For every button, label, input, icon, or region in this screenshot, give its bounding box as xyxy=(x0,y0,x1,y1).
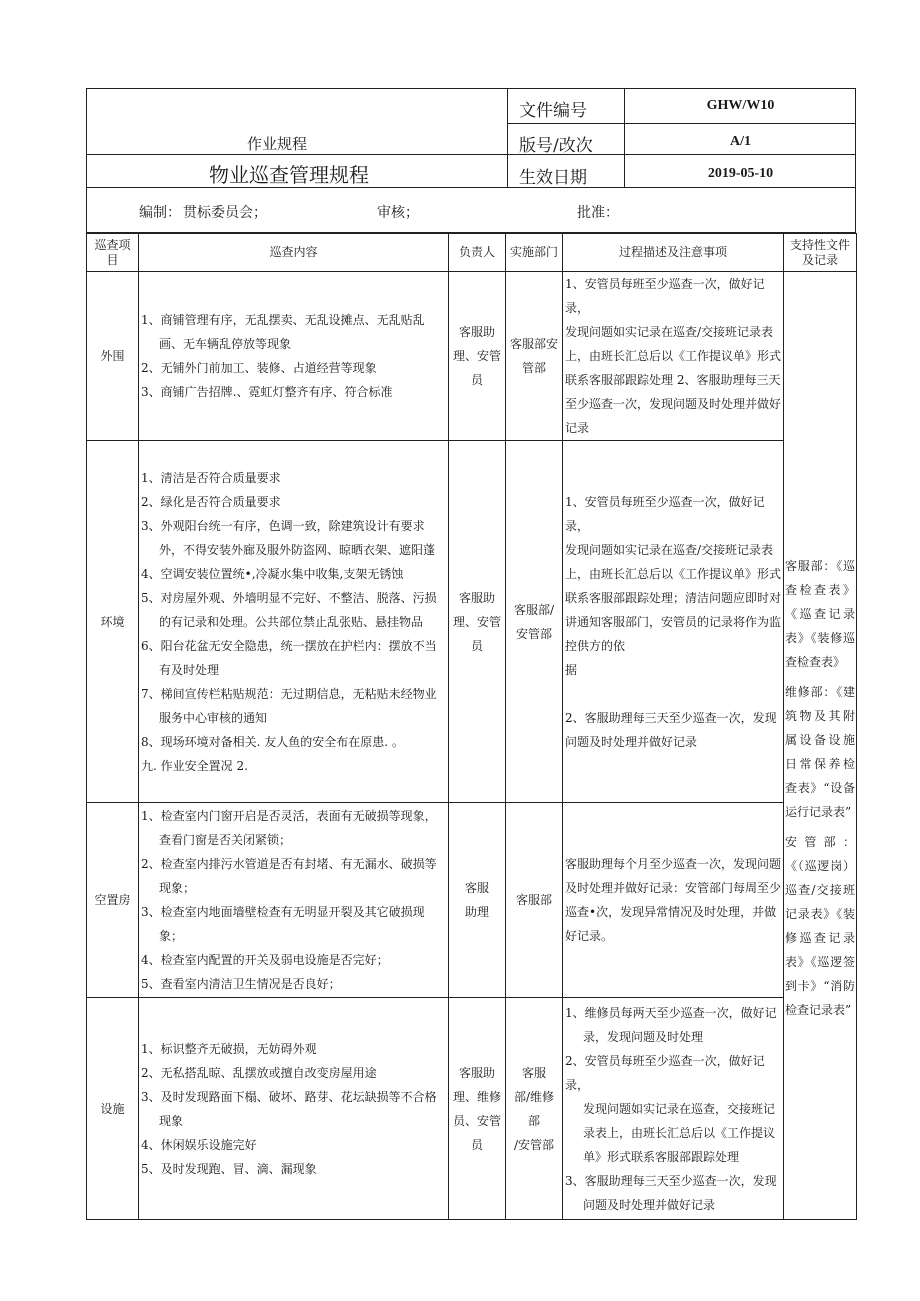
header-rule xyxy=(507,123,856,124)
dept-line: 部/维修 xyxy=(513,1089,555,1104)
content-line: 7、梯间宣传栏粘贴规范：无过期信息，无粘贴未经物业 xyxy=(141,686,437,701)
owner-line: 员 xyxy=(470,638,483,653)
dept-line: 客服 xyxy=(521,1065,546,1080)
process-line: 录表上，由班长汇总后以《工作提议 xyxy=(583,1125,776,1140)
content-line: 2、检查室内排污水管道是否有封堵、有无漏水、破损等 xyxy=(141,857,437,871)
row-process xyxy=(563,272,784,441)
document-header xyxy=(86,88,856,233)
process-line xyxy=(565,682,781,706)
owner-line: 理、安管 xyxy=(452,614,501,629)
content-line: 1、检查室内门窗开启是否灵活，表面有无破损等现象， xyxy=(141,809,437,823)
process-line: 讲通知客服部门，安管员的记录将作为监 xyxy=(565,614,782,629)
process-line: 录，发现问题及时处理 xyxy=(583,1029,704,1044)
content-line: 8、现场环境对备相关. 友人鱼的安全布在原患. 。 xyxy=(141,734,404,749)
support-spacer xyxy=(785,272,855,554)
content-line: 1、清洁是否符合质量要求 xyxy=(141,470,281,485)
process-line: 发现问题如实记录在巡查/交接班记录表 xyxy=(565,542,774,557)
owner-line: 理、维修 xyxy=(452,1089,501,1104)
support-entry: 安管部：《（巡逻岗）巡查/交接班记录表》《装修巡查记录表》《巡逻签到卡》“消防检查记录表” xyxy=(785,835,855,1017)
process-line: 3、客服助理每三天至少巡查一次，发现 xyxy=(565,1173,777,1188)
row-item: 空置房 xyxy=(87,803,139,998)
content-line: 4、空调安装位置统•,冷凝水集中收集,支架无锈蚀 xyxy=(141,566,404,581)
content-line: 3、外观阳台统一有序，色调一致，除建筑设计有要求 xyxy=(141,518,425,533)
col-header-content: 巡查内容 xyxy=(139,234,449,272)
row-item: 外围 xyxy=(87,272,139,441)
dept-line: 客服部 xyxy=(515,893,552,907)
header-rule xyxy=(87,187,856,188)
owner-line: 员 xyxy=(470,1137,483,1152)
process-line: 1、维修员每两天至少巡查一次，做好记 xyxy=(565,1005,777,1020)
file-no-value: GHW/W10 xyxy=(706,98,775,113)
process-line: 发现问题如实记录在巡查/交接班记录表 xyxy=(565,325,774,339)
col-header-item: 巡查项目 xyxy=(87,234,139,272)
process-line: 单》形式联系客服部跟踪处理 xyxy=(583,1149,740,1164)
process-line: 联系客服部跟踪处理 2、客服助理每三天 xyxy=(565,373,781,387)
process-line: 记录 xyxy=(565,421,590,435)
process-line: 至少巡查一次，发现问题及时处理并做好 xyxy=(565,397,782,411)
table-row xyxy=(87,803,857,998)
content-line: 的有记录和处理。公共部位禁止乱张贴、悬挂物品 xyxy=(159,614,424,629)
approver-label: 批准： xyxy=(577,205,619,221)
content-line: 3、及时发现路面下榻、破坏、路芽、花坛缺损等不合格 xyxy=(141,1089,437,1104)
process-line: 好记录。 xyxy=(565,929,614,943)
dept-line: 客服部安 xyxy=(509,337,558,351)
process-line: 2、客服助理每三天至少巡查一次，发现 xyxy=(565,710,777,725)
owner-line: 客服 xyxy=(464,881,489,895)
row-dept xyxy=(506,803,563,998)
doc-category: 作业规程 xyxy=(247,135,308,153)
process-line: 联系客服部跟踪处理；清洁问题应即时对 xyxy=(565,590,782,605)
date-value: 2019-05-10 xyxy=(707,166,774,181)
row-owner xyxy=(449,803,506,998)
process-line: 发现问题如实记录在巡查，交接班记 xyxy=(583,1101,776,1116)
owner-line: 员 xyxy=(470,373,483,387)
content-line: 4、检查室内配置的开关及弱电设施是否完好； xyxy=(141,953,389,967)
doc-title: 物业巡查管理规程 xyxy=(209,163,369,187)
content-line: 6、阳台花盆无安全隐患，统一摆放在护栏内：摆放不当 xyxy=(141,638,437,653)
content-line: 2、无铺外门前加工、装修、占道经营等现象 xyxy=(141,361,377,375)
content-line: 5、及时发现跑、冒、滴、漏现象 xyxy=(141,1161,317,1176)
content-line: 4、休闲娱乐设施完好 xyxy=(141,1137,257,1152)
inspection-table xyxy=(86,233,857,1220)
col-header-dept: 实施部门 xyxy=(506,234,563,272)
content-line: 九. 作业安全置况 2. xyxy=(141,758,248,773)
support-entry: 客服部：《巡查检查表》《巡查记录表》《装修巡查检查表》 xyxy=(785,559,855,669)
row-process xyxy=(563,441,784,803)
dept-line: /安管部 xyxy=(513,1137,555,1152)
process-line: 上，由班长汇总后以《工作提议单》形式 xyxy=(565,349,782,363)
row-dept xyxy=(506,998,563,1220)
content-line: 5、查看室内清洁卫生情况是否良好； xyxy=(141,977,341,991)
row-owner xyxy=(449,272,506,441)
compiler-label: 编制： xyxy=(139,205,181,221)
file-no-label: 文件编号 xyxy=(519,101,587,121)
content-line: 象； xyxy=(159,929,184,943)
owner-line: 客服助 xyxy=(458,1065,495,1080)
table-row xyxy=(87,441,857,803)
process-line: 问题及时处理并做好记录 xyxy=(583,1197,716,1212)
content-line: 5、对房屋外观、外墙明显不完好、不整洁、脱落、污损 xyxy=(141,590,437,605)
row-owner xyxy=(449,441,506,803)
owner-line: 助理 xyxy=(464,905,489,919)
content-line: 查看门窗是否关闭紧锁； xyxy=(159,833,292,847)
compiler-value: 贯标委员会； xyxy=(183,205,267,221)
content-line: 1、标识整齐无破损，无妨碍外观 xyxy=(141,1041,317,1056)
row-content xyxy=(139,272,449,441)
date-label: 生效日期 xyxy=(519,168,587,188)
col-header-process: 过程描述及注意事项 xyxy=(563,234,784,272)
row-owner xyxy=(449,998,506,1220)
row-content xyxy=(139,998,449,1220)
content-line: 1、商铺管理有序，无乱摆卖、无乱设摊点、无乱贴乱 xyxy=(141,313,425,327)
content-line: 外，不得安装外廊及服外防盗网、晾晒衣架、遮阳蓬 xyxy=(159,542,436,557)
process-line: 2、安管员每班至少巡查一次，做好记录， xyxy=(565,1053,765,1092)
table-row xyxy=(87,998,857,1220)
content-line: 3、检查室内地面墙壁检查有无明显开裂及其它破损现 xyxy=(141,905,425,919)
header-rule xyxy=(507,89,508,188)
content-line: 服务中心审核的通知 xyxy=(159,710,268,725)
version-label: 版号/改次 xyxy=(519,136,593,156)
dept-line: 管部 xyxy=(521,361,546,375)
process-line: 1、安管员每班至少巡查一次，做好记录， xyxy=(565,277,765,315)
owner-line: 员、安管 xyxy=(452,1113,501,1128)
row-item: 环境 xyxy=(87,441,139,803)
row-process xyxy=(563,998,784,1220)
table-row xyxy=(87,272,857,441)
process-line: 据 xyxy=(565,662,578,677)
content-line: 画、无车辆乱停放等现象 xyxy=(159,337,292,351)
reviewer-label: 审核； xyxy=(377,205,419,221)
process-line: 及时处理并做好记录：安管部门每周至少 xyxy=(565,881,782,895)
dept-line: 安管部 xyxy=(515,626,552,641)
row-content xyxy=(139,441,449,803)
header-rule xyxy=(87,154,856,155)
process-line: 巡查•次，发现异常情况及时处理，并做 xyxy=(565,905,777,919)
content-line: 有及时处理 xyxy=(159,662,220,677)
table-header-row xyxy=(87,234,857,272)
process-line: 1、安管员每班至少巡查一次，做好记录， xyxy=(565,494,765,533)
col-header-owner: 负责人 xyxy=(449,234,506,272)
content-line: 现象 xyxy=(159,1113,184,1128)
owner-line: 客服助 xyxy=(458,590,495,605)
dept-line: 部 xyxy=(527,1113,540,1128)
owner-line: 客服助 xyxy=(458,325,495,339)
row-item: 设施 xyxy=(87,998,139,1220)
content-line: 现象； xyxy=(159,881,196,895)
content-line: 3、商铺广告招牌.、霓虹灯整齐有序、符合标准 xyxy=(141,385,393,399)
process-line: 上，由班长汇总后以《工作提议单》形式 xyxy=(565,566,782,581)
version-value: A/1 xyxy=(730,134,751,149)
row-dept xyxy=(506,272,563,441)
process-line: 问题及时处理并做好记录 xyxy=(565,734,698,749)
row-content xyxy=(139,803,449,998)
row-process xyxy=(563,803,784,998)
support-docs xyxy=(784,272,857,1220)
support-entry: 维修部：《建筑物及其附属设备设施日常保养检查表》“设备运行记录表” xyxy=(785,685,855,819)
dept-line: 客服部/ xyxy=(513,602,555,617)
content-line: 2、无私搭乱晾、乱摆放或擅自改变房屋用途 xyxy=(141,1065,377,1080)
content-line: 2、绿化是否符合质量要求 xyxy=(141,494,281,509)
col-header-support: 支持性文件及记录 xyxy=(784,234,857,272)
owner-line: 理、安管 xyxy=(452,349,501,363)
row-dept xyxy=(506,441,563,803)
process-line: 客服助理每个月至少巡查一次，发现问题 xyxy=(565,857,782,871)
process-line: 控供方的依 xyxy=(565,638,626,653)
